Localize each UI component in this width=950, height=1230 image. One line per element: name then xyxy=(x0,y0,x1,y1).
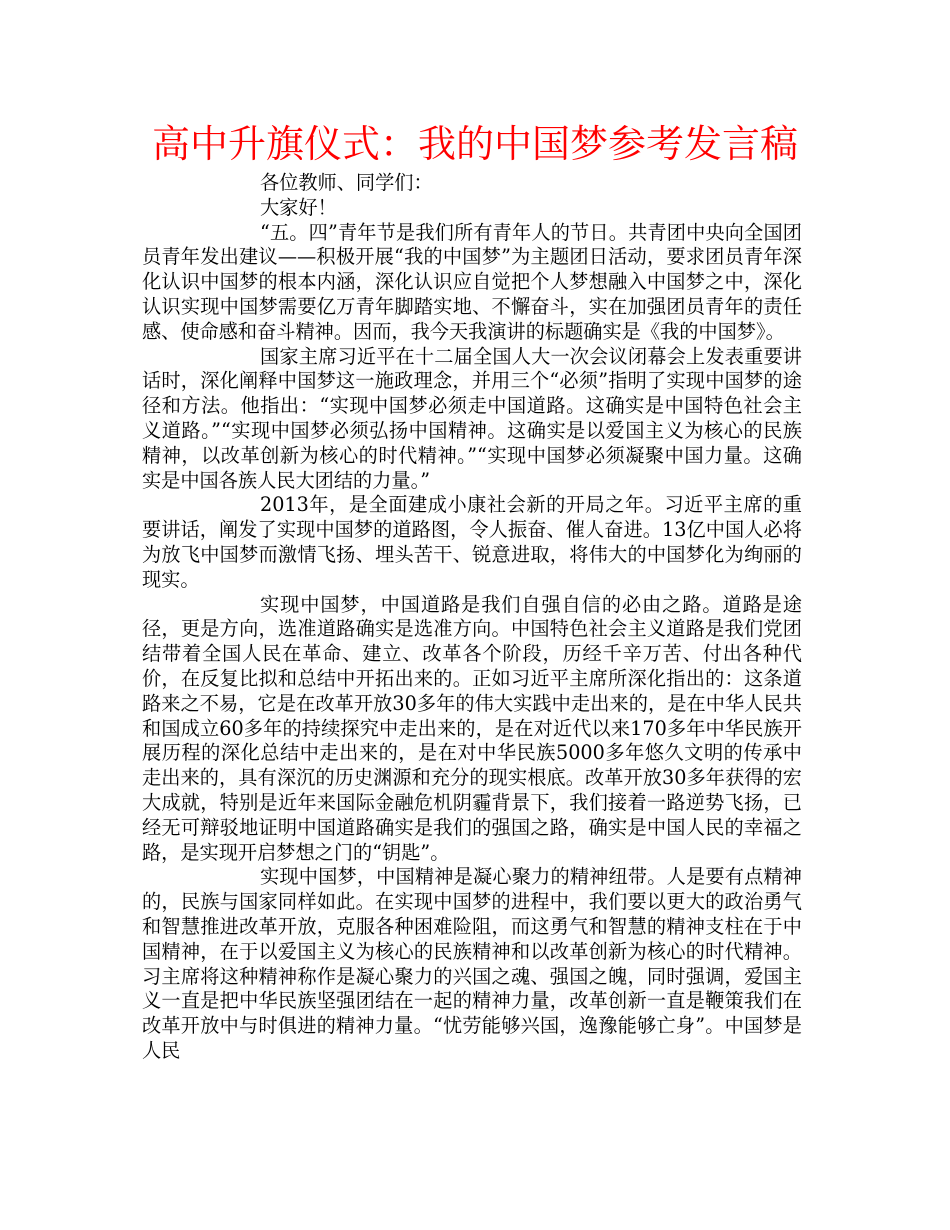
paragraph: 国家主席习近平在十二届全国人大一次会议闭幕会上发表重要讲话时，深化阐释中国梦这一施政理念，并用三个“必须”指明了实现中国梦的途径和方法。他指出：“实现中国梦必须走中国道路。这确实是中国特色社会主义道路。”“实现中国梦必须弘扬中国精神。这确实是以爱国主义为核心的民族精神，以改革创新为核心的时代精神。”“实现中国梦必须凝聚中国力量。这确实是中国各族人民大团结的力量。” xyxy=(142,344,802,492)
paragraph: 实现中国梦，中国精神是凝心聚力的精神纽带。人是要有点精神的，民族与国家同样如此。在实现中国梦的进程中，我们要以更大的政治勇气和智慧推进改革开放，克服各种困难险阻，而这勇气和智慧的精神支柱在于中国精神，在于以爱国主义为核心的民族精神和以改革创新为核心的时代精神。习主席将这种精神称作是凝心聚力的兴国之魂、强国之魄，同时强调，爱国主义一直是把中华民族坚强团结在一起的精神力量，改革创新一直是鞭策我们在改革开放中与时俱进的精神力量。“忧劳能够兴国，逸豫能够亡身”。中国梦是人民 xyxy=(142,865,802,1062)
paragraph: “五。四”青年节是我们所有青年人的节日。共青团中央向全国团员青年发出建议——积极开展“我的中国梦”为主题团日活动，要求团员青年深化认识中国梦的根本内涵，深化认识应自觉把个人梦想融入中国梦之中，深化认识实现中国梦需要亿万青年脚踏实地、不懈奋斗，实在加强团员青年的责任感、使命感和奋斗精神。因而，我今天我演讲的标题确实是《我的中国梦》。 xyxy=(142,220,802,343)
paragraph: 2013年，是全面建成小康社会新的开局之年。习近平主席的重要讲话，阐发了实现中国梦的道路图，令人振奋、催人奋进。13亿中国人必将为放飞中国梦而激情飞扬、埋头苦干、锐意进取，将伟大的中国梦化为绚丽的现实。 xyxy=(142,493,802,591)
document-title: 高中升旗仪式：我的中国梦参考发言稿 xyxy=(151,122,798,166)
salutation: 各位教师、同学们： xyxy=(260,171,433,194)
paragraph: 实现中国梦，中国道路是我们自强自信的必由之路。道路是途径，更是方向，选准道路确实是选准方向。中国特色社会主义道路是我们党团结带着全国人民在革命、建立、改革各个阶段，历经千辛万苦、付出各种代价，在反复比拟和总结中开拓出来的。正如习近平主席所深化指出的：这条道路来之不易，它是在改革开放30多年的伟大实践中走出来的，是在中华人民共和国成立60多年的持续探究中走出来的，是在对近代以来170多年中华民族开展历程的深化总结中走出来的，是在对中华民族5000多年悠久文明的传承中走出来的，具有深沉的历史渊源和充分的现实根底。改革开放30多年获得的宏大成就，特别是近年来国际金融危机阴霾背景下，我们接着一路逆势飞扬，已经无可辩驳地证明中国道路确实是我们的强国之路，确实是中国人民的幸福之路，是实现开启梦想之门的“钥匙”。 xyxy=(142,592,802,864)
document-body xyxy=(142,171,802,1064)
greeting: 大家好！ xyxy=(260,195,337,219)
